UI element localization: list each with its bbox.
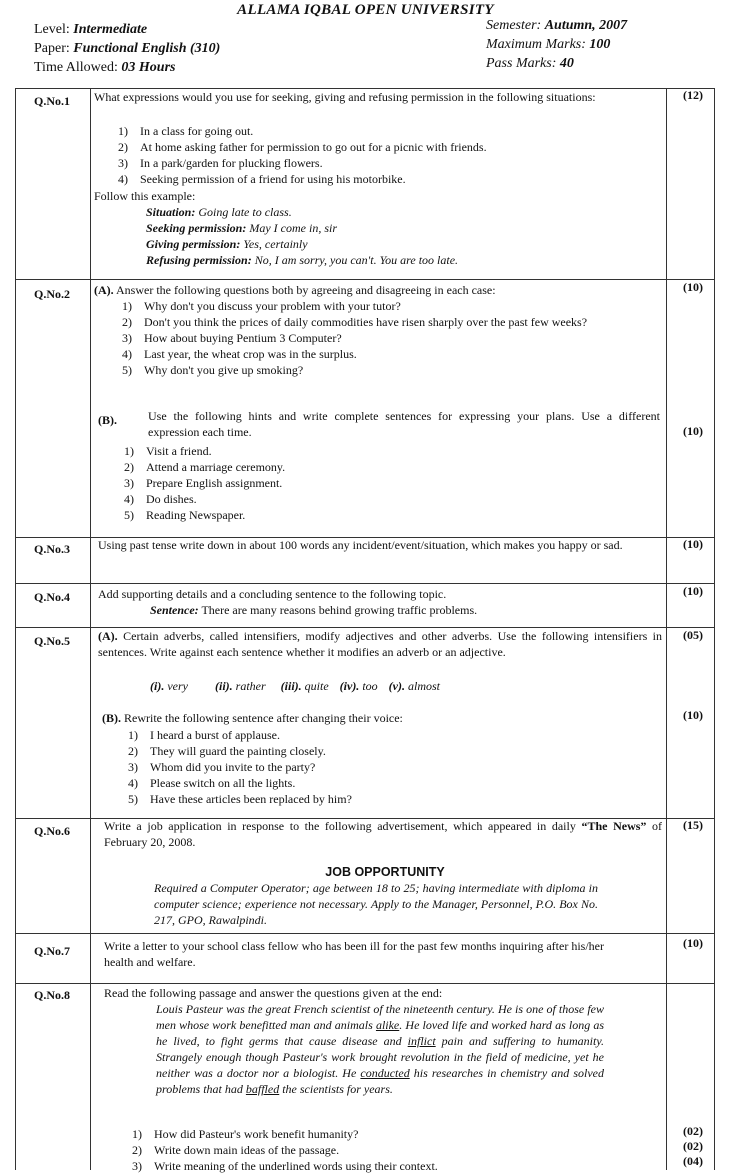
q3-label: Q.No.3 [34, 542, 70, 556]
list-item: (i). very [150, 679, 188, 693]
time-line: Time Allowed: 03 Hours [34, 60, 176, 75]
list-item: 2) At home asking father for permission to go out for a picnic with friends. [118, 140, 487, 154]
list-item: 4) Last year, the wheat crop was in the surplus. [122, 347, 357, 361]
q6-text: Write a job application in response to the following advertisement, which appeared in daily “The News” of February 20, 2008. [104, 819, 663, 849]
list-item: 3) How about buying Pentium 3 Computer? [122, 331, 342, 345]
paper-line: Paper: Functional English (310) [34, 41, 221, 56]
q5b-marks: (10) [683, 708, 703, 722]
list-item: 2) They will guard the painting closely. [128, 744, 326, 758]
list-item: (ii). rather [214, 679, 266, 693]
list-item: 1) Visit a friend. [124, 444, 212, 458]
q1-marks: (12) [683, 88, 703, 102]
q5a-text: (A). Certain adverbs, called intensifiers, modify adjectives and other adverbs. Use the following intensifiers in sentences. Write against each sentence whether it modifies an adverb or an adjective. [98, 629, 663, 659]
list-item: (iii). quite [280, 679, 329, 693]
q2b-marks: (10) [683, 424, 703, 438]
q2b-label: (B). [98, 413, 117, 427]
q4-sentence: Sentence: There are many reasons behind growing traffic problems. [150, 603, 478, 617]
list-item: 1) I heard a burst of applause. [128, 728, 280, 742]
list-item: 3) Whom did you invite to the party? [128, 760, 316, 774]
q1-example-intro: Follow this example: [94, 189, 196, 203]
list-item: 5) Why don't you give up smoking? [122, 363, 304, 377]
q4-marks: (10) [683, 584, 703, 598]
q5b-list [128, 727, 352, 807]
q1-label: Q.No.1 [34, 94, 70, 108]
q5-label: Q.No.5 [34, 634, 70, 648]
q2a-marks: (10) [683, 280, 703, 294]
university-title: ALLAMA IQBAL OPEN UNIVERSITY [237, 2, 494, 18]
q5-intensifiers [150, 678, 440, 694]
q8-passage: Louis Pasteur was the great French scientist of the nineteenth century. He is one of those few men whose work benefitted man and animals alike. He loved life and worked hard as long as he lived, to fight germs that cause disease and inflict pain and suffering to humanity. Strangely enough though Pasteur's work brought revolution in the field of medicine, yet he neither was a doctor nor a biologist. He conducted his researches in chemistry and solved problems that had baffled the scientists for years. [156, 1002, 605, 1096]
list-item: (v). almost [388, 679, 440, 693]
q3-marks: (10) [683, 537, 703, 551]
level-line: Level: Intermediate [34, 22, 148, 37]
list-item: 5) Reading Newspaper. [124, 508, 246, 522]
q7-text: Write a letter to your school class fellow who has been ill for the past few months inquiring after his/her health and welfare. [104, 939, 604, 969]
job-ad-title: JOB OPPORTUNITY [325, 865, 445, 879]
list-item: 1) Why don't you discuss your problem with your tutor? [122, 299, 401, 313]
job-ad-text: Required a Computer Operator; age between 18 to 25; having intermediate with diploma in computer science; experience not necessary. Apply to the Manager, Personnel, P.O. Box No. 217, GPO, Rawalpindi. [154, 881, 598, 927]
q8-intro: Read the following passage and answer the questions given at the end: [104, 986, 443, 1000]
list-item: 4) Seeking permission of a friend for using his motorbike. [118, 172, 406, 186]
q1-example: Situation: Going late to class. Seeking permission: May I come in, sir Giving permission: Yes, certainly Refusing permission: No, I am sorry, you can't. You are too late. [146, 205, 459, 267]
q7-marks: (10) [683, 936, 703, 950]
list-item: 3) Prepare English assignment. [124, 476, 283, 490]
q8-marks: (02) (02) (04) [683, 1124, 703, 1168]
q6-marks: (15) [683, 818, 703, 832]
list-item: 1) In a class for going out. [118, 124, 254, 138]
q2b-list [124, 443, 285, 523]
list-item: 3) Write meaning of the underlined words using their context. [132, 1159, 438, 1173]
list-item: (iv). too [339, 679, 378, 693]
q3-text: Using past tense write down in about 100 words any incident/event/situation, which makes you happy or sad. [98, 538, 623, 552]
q8-questions [132, 1126, 438, 1174]
list-item: 2) Don't you think the prices of daily commodities have risen sharply over the past few weeks? [122, 315, 588, 329]
q4-label: Q.No.4 [34, 590, 70, 604]
pass-marks-line: Pass Marks: 40 [486, 56, 574, 71]
q8-label: Q.No.8 [34, 988, 70, 1002]
max-marks-line: Maximum Marks: 100 [486, 37, 611, 52]
list-item: 3) In a park/garden for plucking flowers. [118, 156, 323, 170]
q2b-text: Use the following hints and write complete sentences for expressing your plans. Use a different expression each time. [148, 409, 660, 439]
q1-list [118, 123, 487, 187]
list-item: 1) How did Pasteur's work benefit humanity? [132, 1127, 359, 1141]
list-item: 2) Attend a marriage ceremony. [124, 460, 286, 474]
q1-text: What expressions would you use for seeking, giving and refusing permission in the following situations: [94, 90, 596, 104]
q4-text: Add supporting details and a concluding sentence to the following topic. [98, 587, 447, 601]
list-item: 4) Please switch on all the lights. [128, 776, 296, 790]
q5a-marks: (05) [683, 628, 703, 642]
semester-line: Semester: Autumn, 2007 [486, 18, 628, 33]
q7-label: Q.No.7 [34, 944, 70, 958]
q2-label: Q.No.2 [34, 287, 70, 301]
list-item: 5) Have these articles been replaced by him? [128, 792, 352, 806]
list-item: 2) Write down main ideas of the passage. [132, 1143, 340, 1157]
q2a-text: (A). Answer the following questions both by agreeing and disagreeing in each case: [94, 283, 496, 297]
q2a-list [122, 298, 660, 378]
q5b-text: (B). Rewrite the following sentence after changing their voice: [102, 711, 403, 725]
q6-label: Q.No.6 [34, 824, 70, 838]
list-item: 4) Do dishes. [124, 492, 197, 506]
